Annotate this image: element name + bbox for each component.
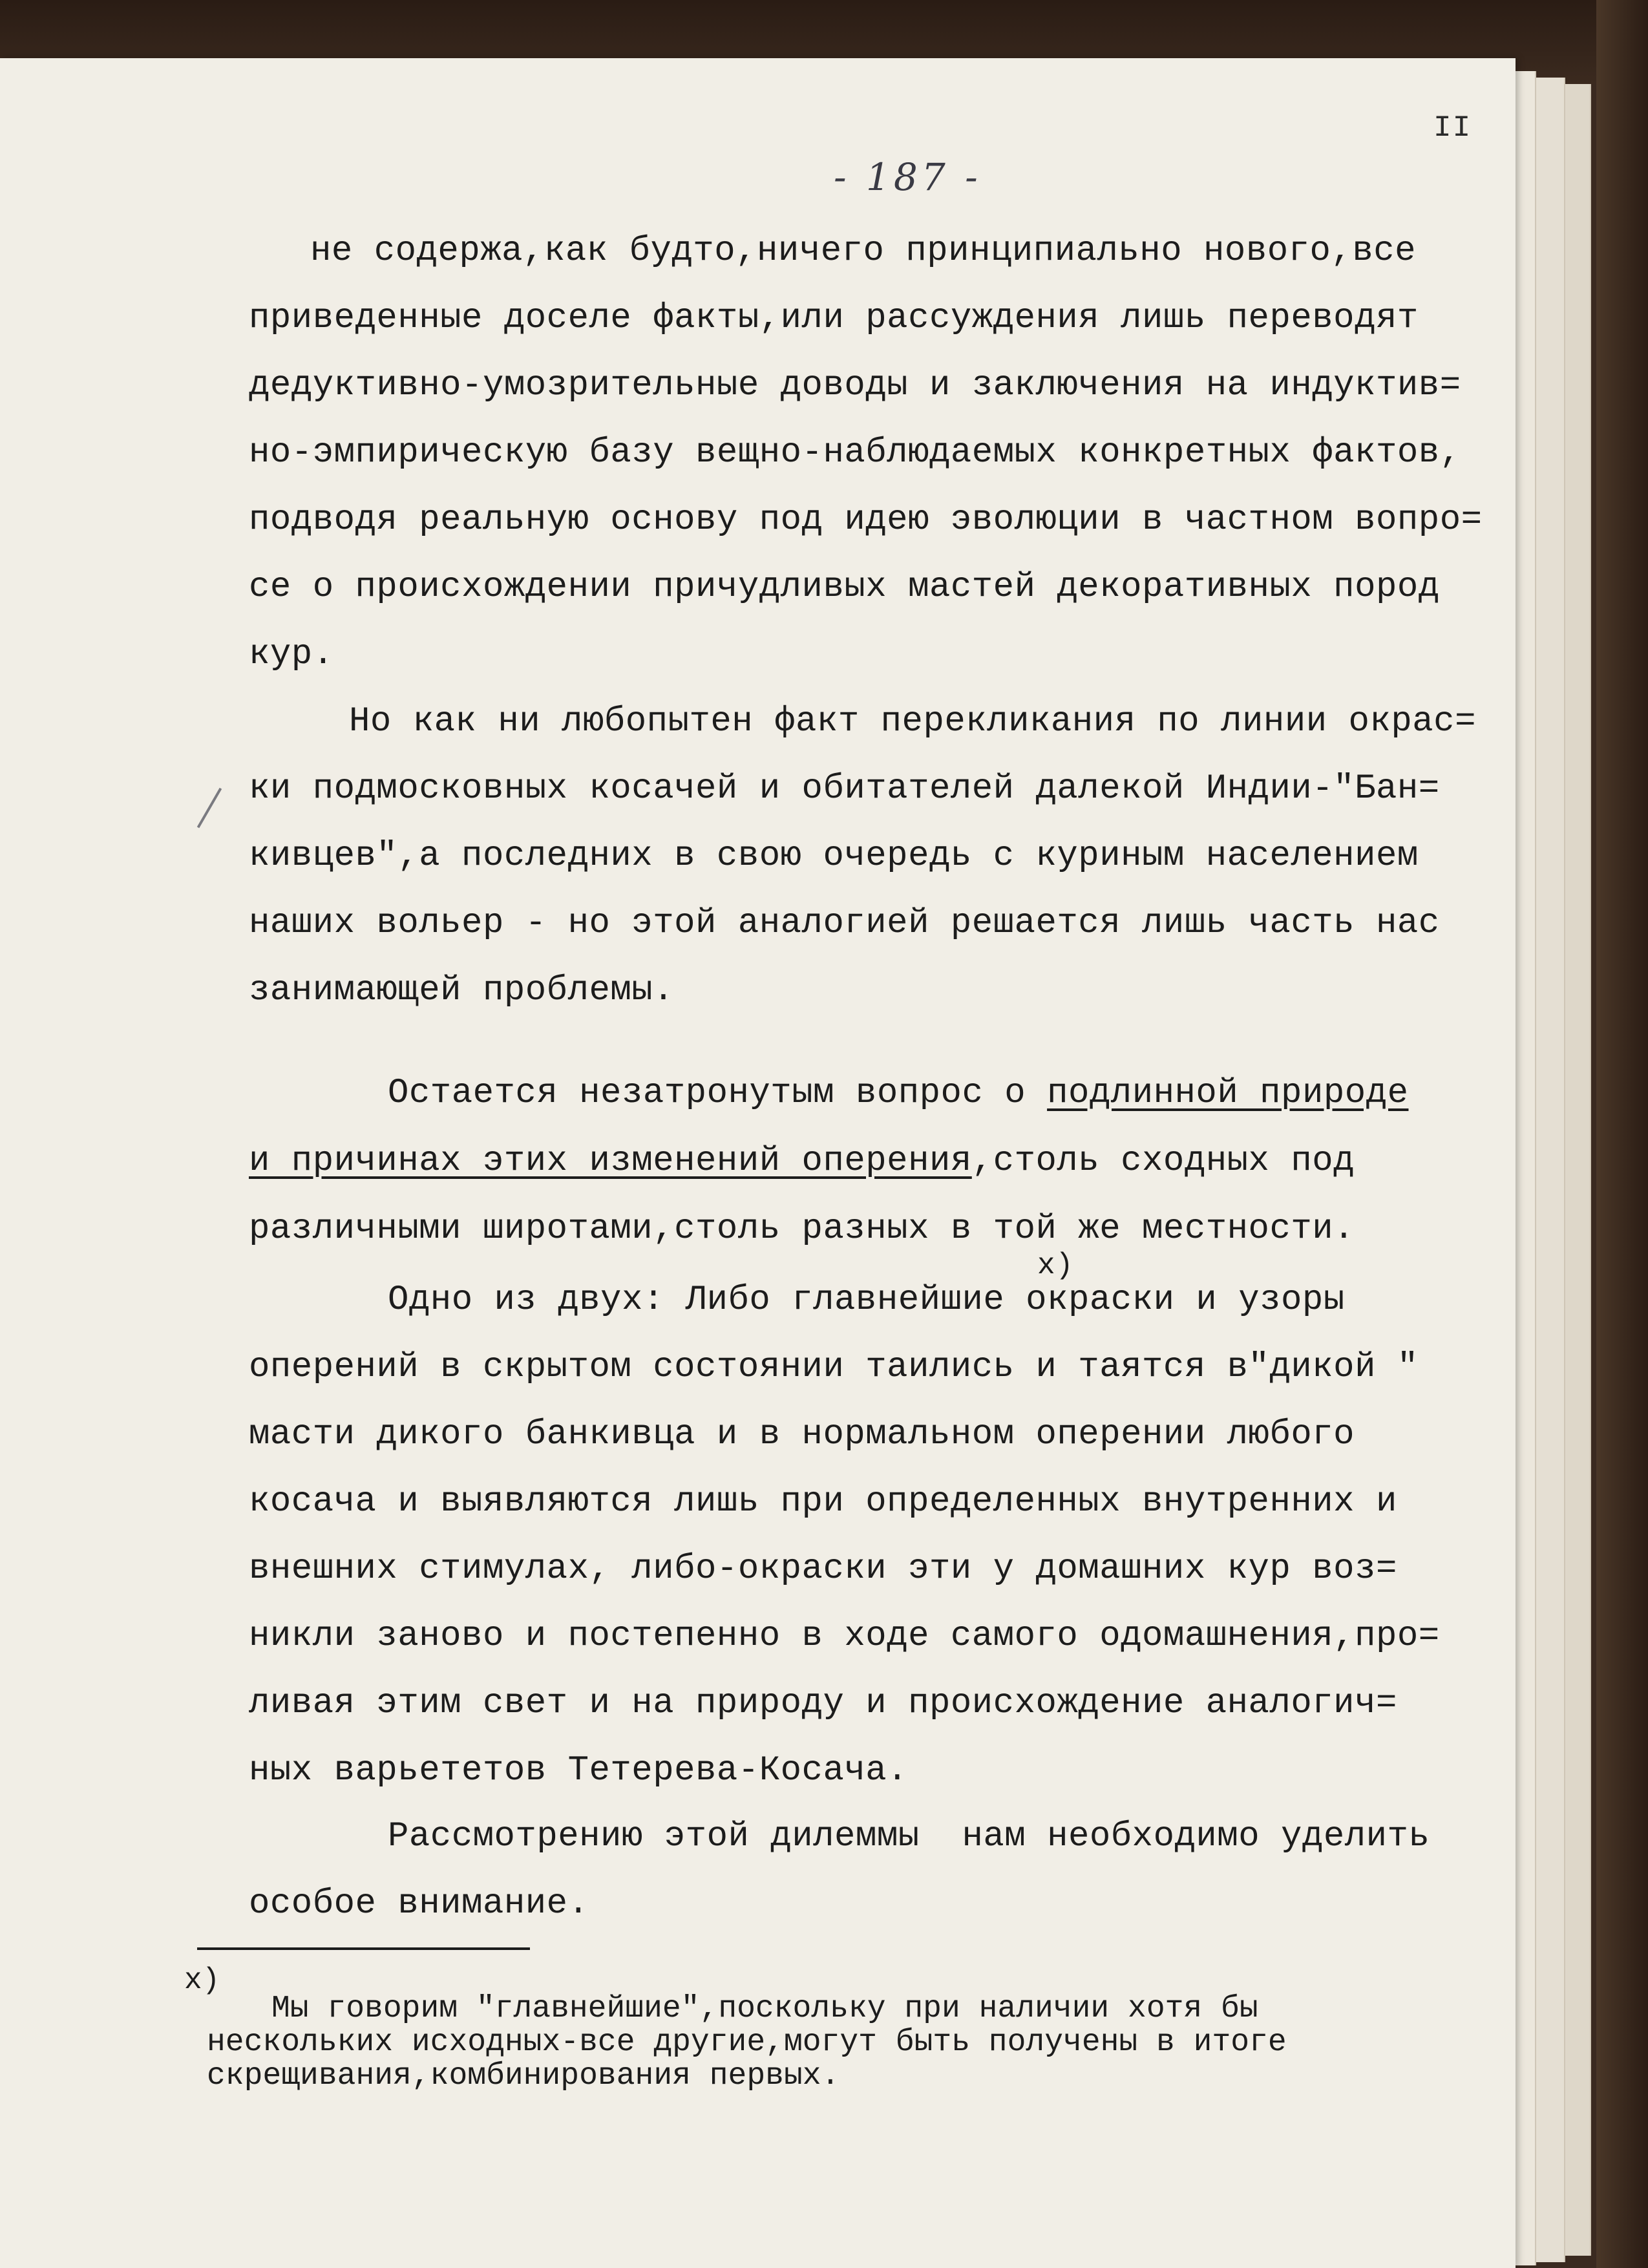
footnote-line: Мы говорим "главнейшие",поскольку при наличии хотя бы xyxy=(271,1991,1258,2026)
para2-line1 xyxy=(388,1076,1408,1111)
body-line: Одно из двух: Либо главнейшие окраски и узоры xyxy=(388,1280,1345,1320)
para2-line3: различными широтами,столь разных в той же местности. xyxy=(249,1209,1355,1249)
body-line: кивцев",а последних в свою очередь с куриным населением xyxy=(249,836,1419,876)
footnote-rule xyxy=(197,1947,530,1950)
body-line: оперений в скрытом состоянии таились и таятся в"дикой " xyxy=(249,1348,1419,1387)
body-line: подводя реальную основу под идею эволюции в частном вопро= xyxy=(249,500,1483,540)
body-line: не содержа,как будто,ничего принципиально нового,все xyxy=(310,231,1417,271)
footnote-line: скрещивания,комбинирования первых. xyxy=(207,2059,840,2093)
body-line: ливая этим свет и на природу и происхождение аналогич= xyxy=(249,1684,1397,1723)
body-line: се о происхождении причудливых мастей декоративных пород xyxy=(249,567,1440,607)
underlined-phrase: подлинной природе xyxy=(1047,1074,1409,1113)
body-line: дедуктивно-умозрительные доводы и заключения на индуктив= xyxy=(249,366,1461,405)
body-line: Но как ни любопытен факт перекликания по линии окрас= xyxy=(349,702,1476,741)
body-line: внешних стимулах, либо-окраски эти у домашних кур воз= xyxy=(249,1549,1397,1589)
body-line: наших вольер - но этой аналогией решается лишь часть нас xyxy=(249,904,1440,943)
body-line: приведенные доселе факты,или рассуждения лишь переводят xyxy=(249,299,1419,338)
para2-line1-text: Остается незатронутым вопрос о xyxy=(388,1074,1048,1113)
body-line: ки подмосковных косачей и обитателей далекой Индии-"Бан= xyxy=(249,769,1440,809)
body-line: особое внимание. xyxy=(249,1884,589,1924)
footnote-marker: х) xyxy=(184,1964,220,1997)
scan-background-right xyxy=(1596,0,1648,2268)
body-line: Рассмотрению этой дилеммы нам необходимо уделить xyxy=(388,1817,1430,1856)
underlined-phrase: и причинах этих изменений оперения xyxy=(249,1141,972,1181)
body-line: кур. xyxy=(249,635,334,674)
body-line: никли заново и постепенно в ходе самого одомашнения,про= xyxy=(249,1616,1440,1656)
body-line: но-эмпирическую базу вещно-наблюдаемых конкретных фактов, xyxy=(249,433,1461,472)
footnote-line: нескольких исходных-все другие,могут быть получены в итоге xyxy=(207,2025,1287,2060)
body-line: косача и выявляются лишь при определенных внутренних и xyxy=(249,1482,1397,1521)
body-line: масти дикого банкивца и в нормальном оперении любого xyxy=(249,1415,1355,1454)
handwritten-page-number: - 187 - xyxy=(834,155,982,199)
body-line: ных варьететов Тетерева-Косача. xyxy=(249,1751,909,1790)
para2-line2 xyxy=(249,1141,1355,1181)
footnote-reference: х) xyxy=(1037,1249,1074,1282)
sheet-number: II xyxy=(1433,111,1472,145)
para2-line2-text: ,столь сходных под xyxy=(971,1141,1355,1181)
body-line: занимающей проблемы. xyxy=(249,971,675,1010)
